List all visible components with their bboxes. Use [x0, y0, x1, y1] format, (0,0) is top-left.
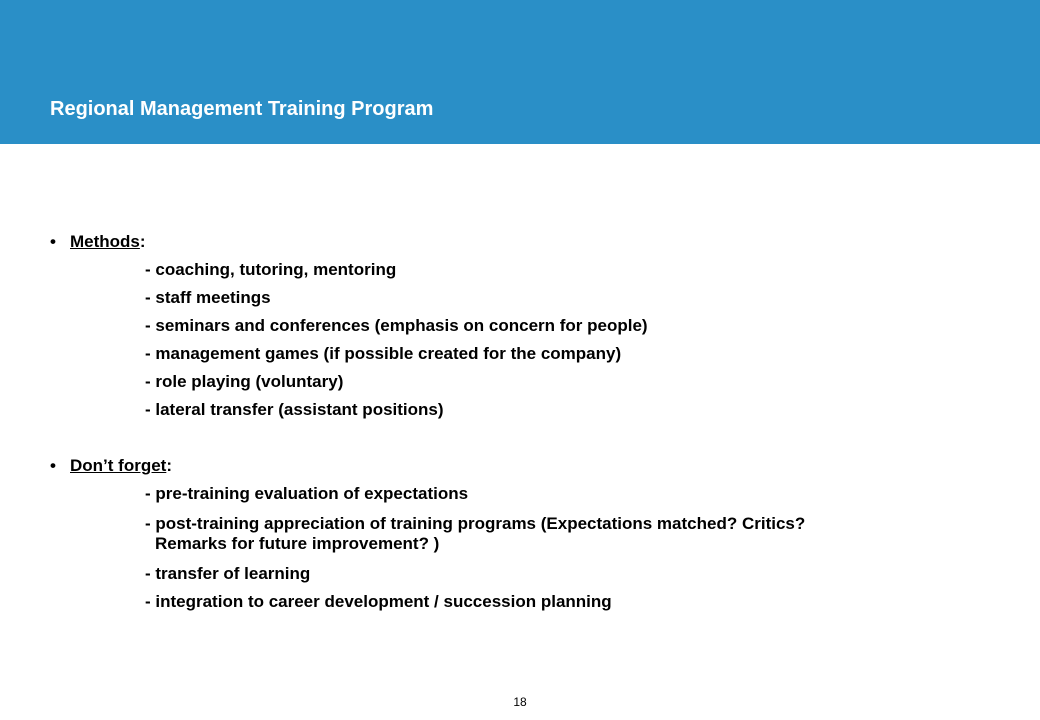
- methods-item: - seminars and conferences (emphasis on concern for people): [145, 316, 648, 335]
- dont-forget-heading-colon: :: [166, 456, 172, 475]
- methods-bullet-heading: [50, 232, 146, 252]
- methods-item: - coaching, tutoring, mentoring: [145, 260, 397, 279]
- methods-heading-colon: :: [139, 232, 146, 251]
- dont-forget-item-continuation: Remarks for future improvement? ): [155, 534, 440, 553]
- bullet-icon: •: [50, 232, 56, 251]
- dont-forget-item: - integration to career development / succession planning: [145, 592, 612, 611]
- dont-forget-item: - transfer of learning: [145, 564, 311, 583]
- methods-heading: Methods: [70, 232, 140, 251]
- methods-item: - management games (if possible created for the company): [145, 344, 622, 363]
- methods-item: - staff meetings: [145, 288, 271, 307]
- dont-forget-item: - post-training appreciation of training programs (Expectations matched? Critics?: [145, 514, 806, 533]
- methods-item: - role playing (voluntary): [145, 372, 344, 391]
- dont-forget-item: - pre-training evaluation of expectations: [145, 484, 469, 503]
- slide-title: Regional Management Training Program: [50, 98, 434, 120]
- bullet-icon: •: [50, 456, 56, 475]
- methods-item: - lateral transfer (assistant positions): [145, 400, 444, 419]
- page-number: 18: [513, 695, 527, 709]
- dont-forget-bullet-heading: [50, 456, 172, 476]
- dont-forget-heading: Don’t forget: [70, 456, 167, 475]
